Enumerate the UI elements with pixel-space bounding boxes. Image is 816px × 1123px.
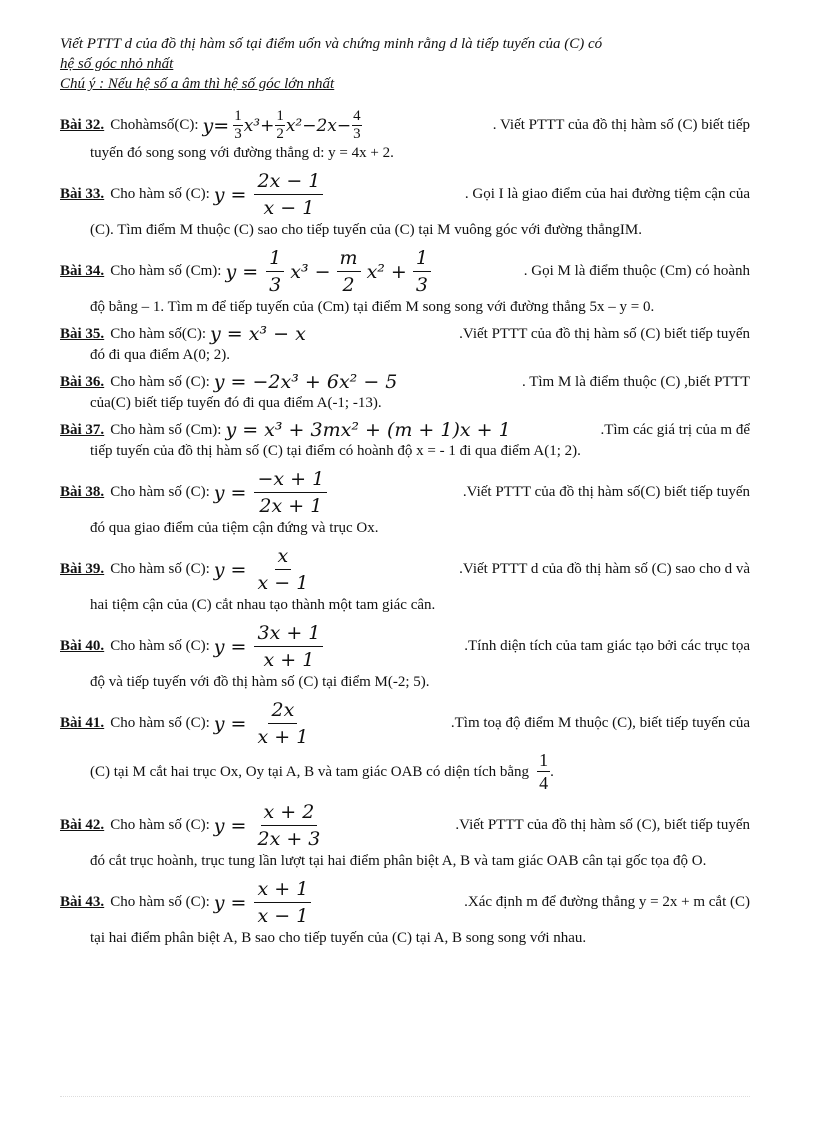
problem-lead: Cho hàm số (C): [110,373,210,390]
equation-prefix: y = [213,814,247,837]
equation-fraction: $\frac{2x}{x + 1}$ [257,699,309,748]
equation-prefix: y = [213,481,247,504]
problem-43 [60,877,750,948]
equation-prefix: y = [213,712,247,735]
equation-term: x³+ [243,115,275,136]
intro-note-line: Chú ý : Nếu hệ số a âm thì hệ số góc lớn nhất [60,76,335,92]
equation-fraction: $\frac{-x + 1}{2x + 1}$ [254,467,327,518]
problem-lead: Cho hàm số (C): [110,561,210,577]
problem-tail: . Gọi I là giao điểm của hai đường tiệm cận của [464,186,750,202]
problem-tail: . Gọi M là điểm thuộc (Cm) có hoành [523,263,750,279]
problem-41 [60,698,750,794]
intro-line-2: hệ số góc nhỏ nhất [60,56,174,72]
problem-label: Bài 37. [60,421,105,438]
equation: y = x³ + 3mx² + (m + 1)x + 1 [225,419,511,441]
problem-body: đó qua giao điểm của tiệm cận đứng và trục Ox. [90,520,379,536]
problem-label: Bài 42. [60,817,105,833]
intro-note [60,34,750,94]
page-footer-divider [60,1096,750,1097]
problem-tail: .Viết PTTT của đồ thị hàm số(C) biết tiếp tuyến [462,484,750,500]
problem-lead: Cho hàm số (C): [110,484,210,500]
problem-label: Bài 39. [60,561,105,577]
equation-prefix: y= [202,114,230,137]
equation-prefix: y = [213,183,247,206]
problem-body: tiếp tuyến của đồ thị hàm số (C) tại điểm có hoành độ x = - 1 đi qua điểm A(1; 2). [90,443,581,459]
problem-lead: Cho hàm số (Cm): [110,263,222,279]
problem-42 [60,800,750,871]
problem-body: tại hai điểm phân biệt A, B sao cho tiếp tuyến của (C) tại A, B song song với nhau. [90,930,587,946]
problem-body: độ bằng – 1. Tìm m để tiếp tuyến của (Cm) tại điểm M song song với đường thẳng 5x – y = 0. [90,299,655,315]
problem-body: (C). Tìm điểm M thuộc (C) sao cho tiếp tuyến của (C) tại M vuông góc với đường thẳngIM. [90,222,642,238]
equation-fraction: $\frac{4}{3}$ [353,108,361,142]
equation-prefix: y = [213,891,247,914]
problem-body: đó cắt trục hoành, trục tung lần lượt tại hai điểm phân biệt A, B và tam giác OAB cân tại gốc tọa độ O. [90,853,707,869]
problem-34 [60,246,750,317]
problem-tail: .Tìm toạ độ điểm M thuộc (C), biết tiếp tuyến của [450,715,750,731]
problem-body: đó đi qua điểm A(0; 2). [90,347,230,363]
problem-lead: Cho hàm số (C): [110,817,210,833]
problem-label: Bài 35. [60,325,105,342]
equation-fraction: $\frac{x + 1}{x - 1}$ [254,877,311,928]
problem-label: Bài 36. [60,373,105,390]
problem-lead: Cho hàm số(C): [110,325,207,342]
problem-label: Bài 34. [60,263,105,279]
problem-32 [60,108,750,163]
equation-term: x³ − [290,260,331,283]
problem-37 [60,419,750,461]
equation-fraction: $\frac{x}{x - 1}$ [257,545,309,594]
problem-tail: .Tính diện tích của tam giác tạo bởi các trục tọa [464,638,750,654]
document-page [60,34,750,954]
problem-tail: .Xác định m để đường thẳng y = 2x + m cắt (C) [464,894,750,910]
problem-label: Bài 40. [60,638,105,654]
equation-fraction: $\frac{3x + 1}{x + 1}$ [254,621,323,672]
problem-40 [60,621,750,692]
problem-tail: .Viết PTTT của đồ thị hàm số (C), biết tiếp tuyến [455,817,750,833]
problem-label: Bài 41. [60,715,105,731]
problem-tail: .Viết PTTT của đồ thị hàm số (C) biết tiếp tuyến [459,325,750,342]
problem-36 [60,371,750,413]
problem-lead: Cho hàm số (C): [110,715,210,731]
equation-term: x² + [366,260,407,283]
equation-term: x²−2x− [285,115,352,136]
problem-label: Bài 38. [60,484,105,500]
problem-33 [60,169,750,240]
problem-tail: .Viết PTTT d của đồ thị hàm số (C) sao cho d và [459,561,750,577]
problem-tail: . Tìm M là điểm thuộc (C) ,biết PTTT [521,373,750,390]
problem-lead: Cho hàm số (C): [110,638,210,654]
problem-39 [60,544,750,615]
equation-fraction: $\frac{1}{2}$ [276,108,284,142]
intro-line-1: Viết PTTT d của đồ thị hàm số tại điểm uốn và chứng minh rằng d là tiếp tuyến của (C) có [60,36,603,52]
problem-label: Bài 43. [60,894,105,910]
problem-body: của(C) biết tiếp tuyến đó đi qua điểm A(-1; -13). [90,395,382,411]
area-fraction: $\frac{1}{4}$ [539,750,549,793]
problem-label: Bài 32. [60,117,105,133]
problem-35 [60,323,750,365]
problem-tail: .Tìm các giá trị của m để [600,421,750,438]
equation-fraction: $\frac{x + 2}{2x + 3}$ [257,801,321,850]
equation-fraction: $\frac{m}{2}$ [337,246,361,297]
equation-fraction: $\frac{1}{3}$ [234,108,242,142]
problem-body-text: (C) tại M cắt hai trục Ox, Oy tại A, B và tam giác OAB có diện tích bằng [90,763,530,780]
problem-tail: . Viết PTTT của đồ thị hàm số (C) biết tiếp [492,117,750,133]
problem-lead: Cho hàm số (Cm): [110,421,222,438]
problem-38 [60,467,750,538]
problem-body: (C) tại M cắt hai trục Ox, Oy tại A, B và tam giác OAB có diện tích bằng $\frac{1}{4}$ . [90,750,554,793]
problem-body: tuyến đó song song với đường thẳng d: y = 4x + 2. [90,145,394,161]
equation: y = x³ − x [210,323,306,345]
problem-lead: Chohàmsố(C): [110,117,199,133]
problem-lead: Cho hàm số (C): [110,894,210,910]
equation-prefix: y = [213,558,247,581]
problem-body: độ và tiếp tuyến với đồ thị hàm số (C) tại điểm M(-2; 5). [90,674,430,690]
equation: y = −2x³ + 6x² − 5 [213,371,398,393]
equation-prefix: y = [225,260,259,283]
equation-fraction: $\frac{1}{3}$ [266,246,284,297]
problem-lead: Cho hàm số (C): [110,186,210,202]
equation-fraction: $\frac{2x - 1}{x - 1}$ [254,169,323,220]
problem-label: Bài 33. [60,186,105,202]
equation-prefix: y = [213,635,247,658]
equation-fraction: $\frac{1}{3}$ [413,246,431,297]
problem-body: hai tiệm cận của (C) cắt nhau tạo thành một tam giác cân. [90,597,436,613]
